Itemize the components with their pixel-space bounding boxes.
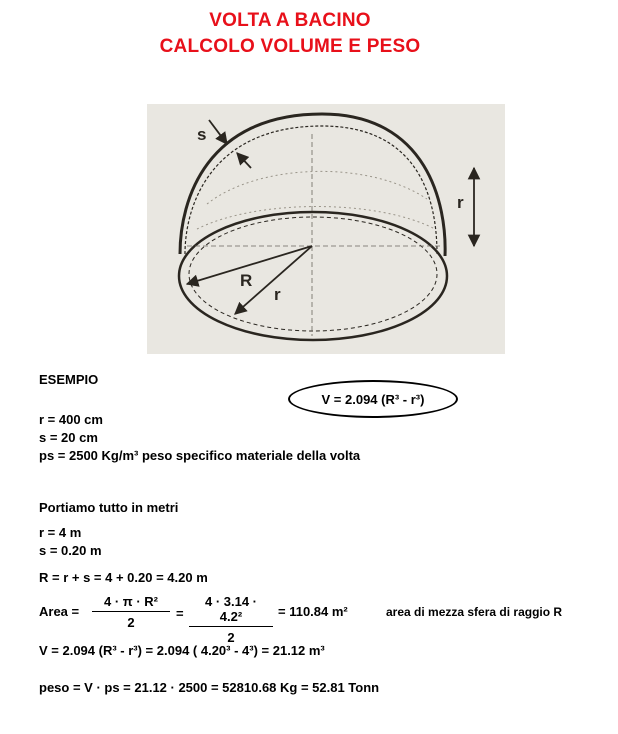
area-note: area di mezza sfera di raggio R [386,605,563,619]
metric-R: R = r + s = 4 + 0.20 = 4.20 m [39,570,208,585]
area-frac2-numerator: 4 · 3.14 · 4.2² [189,594,273,627]
label-r-radius: r [274,285,281,304]
example-heading: ESEMPIO [39,372,99,387]
volume-calculation: V = 2.094 (R³ - r³) = 2.094 ( 4.20³ - 4³) = 21.12 m³ [39,643,325,658]
label-R: R [240,271,253,290]
weight-calculation: peso = V · ps = 21.12 · 2500 = 52810.68 Kg = 52.81 Tonn [39,680,380,695]
area-fraction-numeric [189,594,273,645]
given-r: r = 400 cm [39,412,103,427]
area-fraction-symbolic [92,594,170,630]
area-frac1-denominator: 2 [127,615,135,630]
area-label: Area = [39,604,80,619]
title-line-2: CALCOLO VOLUME E PESO [159,36,421,57]
metric-heading: Portiamo tutto in metri [39,500,179,515]
area-equals: = [176,606,184,621]
given-s: s = 20 cm [39,430,98,445]
area-result: = 110.84 m² [278,604,348,619]
label-s: s [197,125,207,144]
volume-formula: V = 2.094 (R³ - r³) [321,391,425,407]
metric-r: r = 4 m [39,525,82,540]
title-line-1: VOLTA A BACINO [209,10,371,31]
label-r-height: r [457,193,464,212]
area-frac2-denominator: 2 [227,630,235,645]
area-frac1-numerator: 4 · π · R² [92,594,170,612]
given-ps: ps = 2500 Kg/m³ peso specifico materiale della volta [39,448,361,463]
volume-formula-oval [288,380,458,418]
metric-s: s = 0.20 m [39,543,102,558]
dome-diagram [147,104,505,354]
